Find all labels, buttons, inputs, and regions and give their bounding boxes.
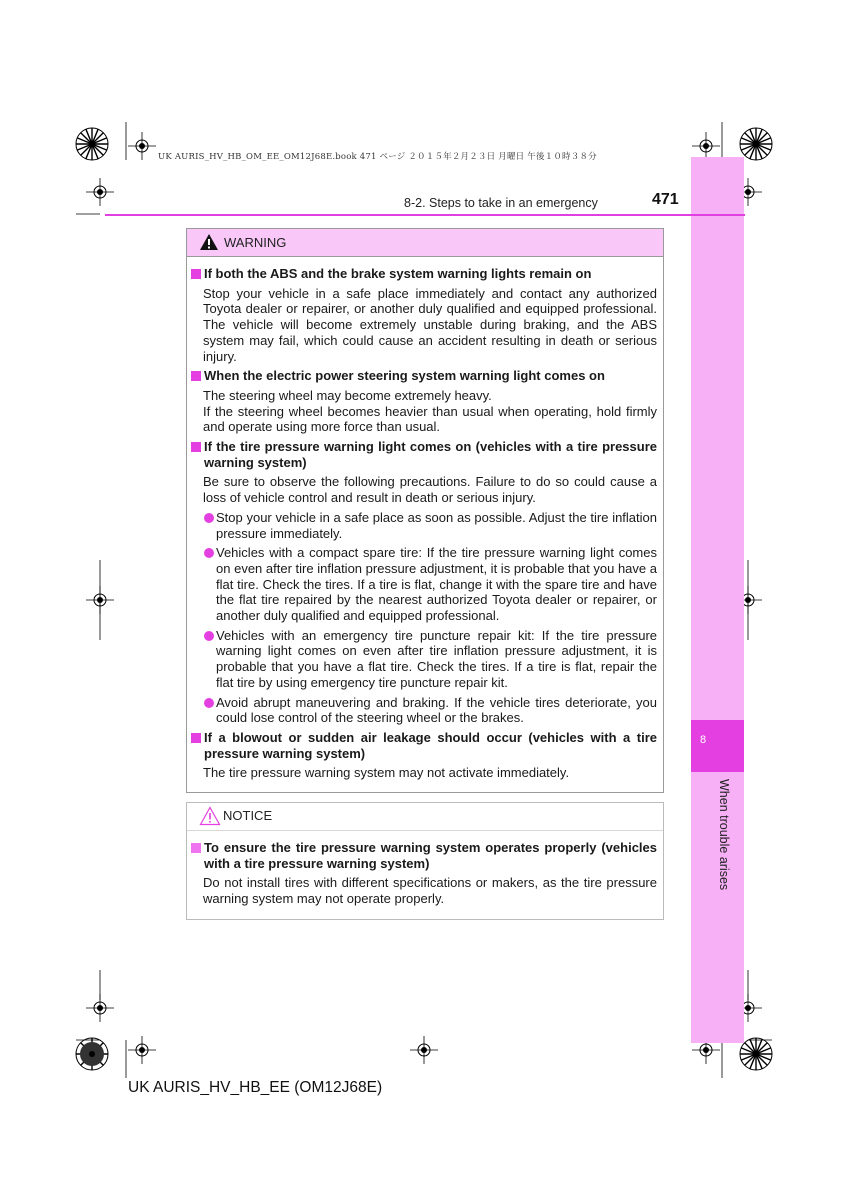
warning-paragraph: The steering wheel may become extremely heavy. bbox=[203, 387, 492, 403]
warning-bullet: Avoid abrupt maneuvering and braking. If the vehicle tires deteriorate, you could lose control of the steering wheel or the brakes. bbox=[191, 695, 657, 726]
notice-triangle-icon bbox=[199, 806, 221, 826]
square-bullet-icon bbox=[191, 269, 201, 279]
page-number: 471 bbox=[652, 191, 679, 208]
warning-paragraph: If the steering wheel becomes heavier than usual when operating, hold firmly and operate using more force than usual. bbox=[203, 403, 657, 435]
square-bullet-icon bbox=[191, 442, 201, 452]
warning-item-heading: If a blowout or sudden air leakage should occur (vehicles with a tire pressure warning system) bbox=[191, 730, 657, 761]
warning-item-heading: If the tire pressure warning light comes on (vehicles with a tire pressure warning system) bbox=[191, 439, 657, 470]
chapter-number-box bbox=[691, 720, 744, 772]
warning-bullet: Stop your vehicle in a safe place as soon as possible. Adjust the tire inflation pressure immediately. bbox=[191, 510, 657, 541]
warning-paragraph: The tire pressure warning system may not activate immediately. bbox=[203, 765, 570, 781]
header-rule bbox=[105, 214, 745, 216]
warning-header bbox=[187, 229, 663, 257]
notice-paragraph: Do not install tires with different specifications or makers, as the tire pressure warning system may not operate properly. bbox=[203, 875, 657, 907]
square-bullet-icon bbox=[191, 371, 201, 381]
warning-label: WARNING bbox=[224, 235, 287, 250]
warning-paragraph: Be sure to observe the following precautions. Failure to do so could cause a loss of vehicle control and result in death or serious injury. bbox=[203, 474, 657, 506]
round-bullet-icon bbox=[204, 698, 214, 708]
warning-bullet: Vehicles with an emergency tire puncture repair kit: If the tire pressure warning light comes on even after tire inflation pressure adjustment, it is probable that you have a flat tire. Check the tires. If a tire is flat, repair the flat tire by using emergency tire puncture repair kit. bbox=[191, 628, 657, 691]
round-bullet-icon bbox=[204, 513, 214, 523]
notice-box bbox=[186, 802, 664, 920]
notice-body bbox=[191, 840, 657, 911]
warning-body bbox=[191, 266, 657, 785]
warning-box bbox=[186, 228, 664, 793]
section-title: 8-2. Steps to take in an emergency bbox=[404, 196, 598, 210]
book-print-info: UK AURIS_HV_HB_OM_EE_OM12J68E.book 471 ページ ２０１５年２月２３日 月曜日 午後１０時３８分 bbox=[158, 152, 597, 162]
notice-header bbox=[187, 803, 663, 831]
chapter-side-tab bbox=[691, 157, 744, 1043]
footer-model-code: UK AURIS_HV_HB_EE (OM12J68E) bbox=[128, 1079, 383, 1096]
warning-triangle-icon bbox=[199, 233, 219, 251]
round-bullet-icon bbox=[204, 548, 214, 558]
square-bullet-icon bbox=[191, 843, 201, 853]
warning-paragraph: Stop your vehicle in a safe place immediately and contact any authorized Toyota dealer or repairer, or another duly qualified and equipped professional. The vehicle will become extremely unstable during braking, and the ABS system may fail, which could cause an accident resulting in death or serious injury. bbox=[203, 285, 657, 364]
square-bullet-icon bbox=[191, 733, 201, 743]
chapter-number: 8 bbox=[700, 734, 707, 746]
round-bullet-icon bbox=[204, 631, 214, 641]
notice-label: NOTICE bbox=[223, 808, 273, 823]
chapter-title: When trouble arises bbox=[717, 779, 731, 891]
notice-item-heading: To ensure the tire pressure warning system operates properly (vehicles with a tire pressure warning system) bbox=[191, 840, 657, 871]
warning-bullet: Vehicles with a compact spare tire: If the tire pressure warning light comes on even after tire inflation pressure adjustment, it is probable that you have a flat tire. Check the tires. If a tire is flat, change it with the spare tire and have the flat tire repaired by the nearest authorized Toyota dealer or repairer, or another duly qualified and equipped professional. bbox=[191, 545, 657, 624]
warning-item-heading: If both the ABS and the brake system warning lights remain on bbox=[191, 266, 657, 282]
warning-item-heading: When the electric power steering system warning light comes on bbox=[191, 368, 657, 384]
